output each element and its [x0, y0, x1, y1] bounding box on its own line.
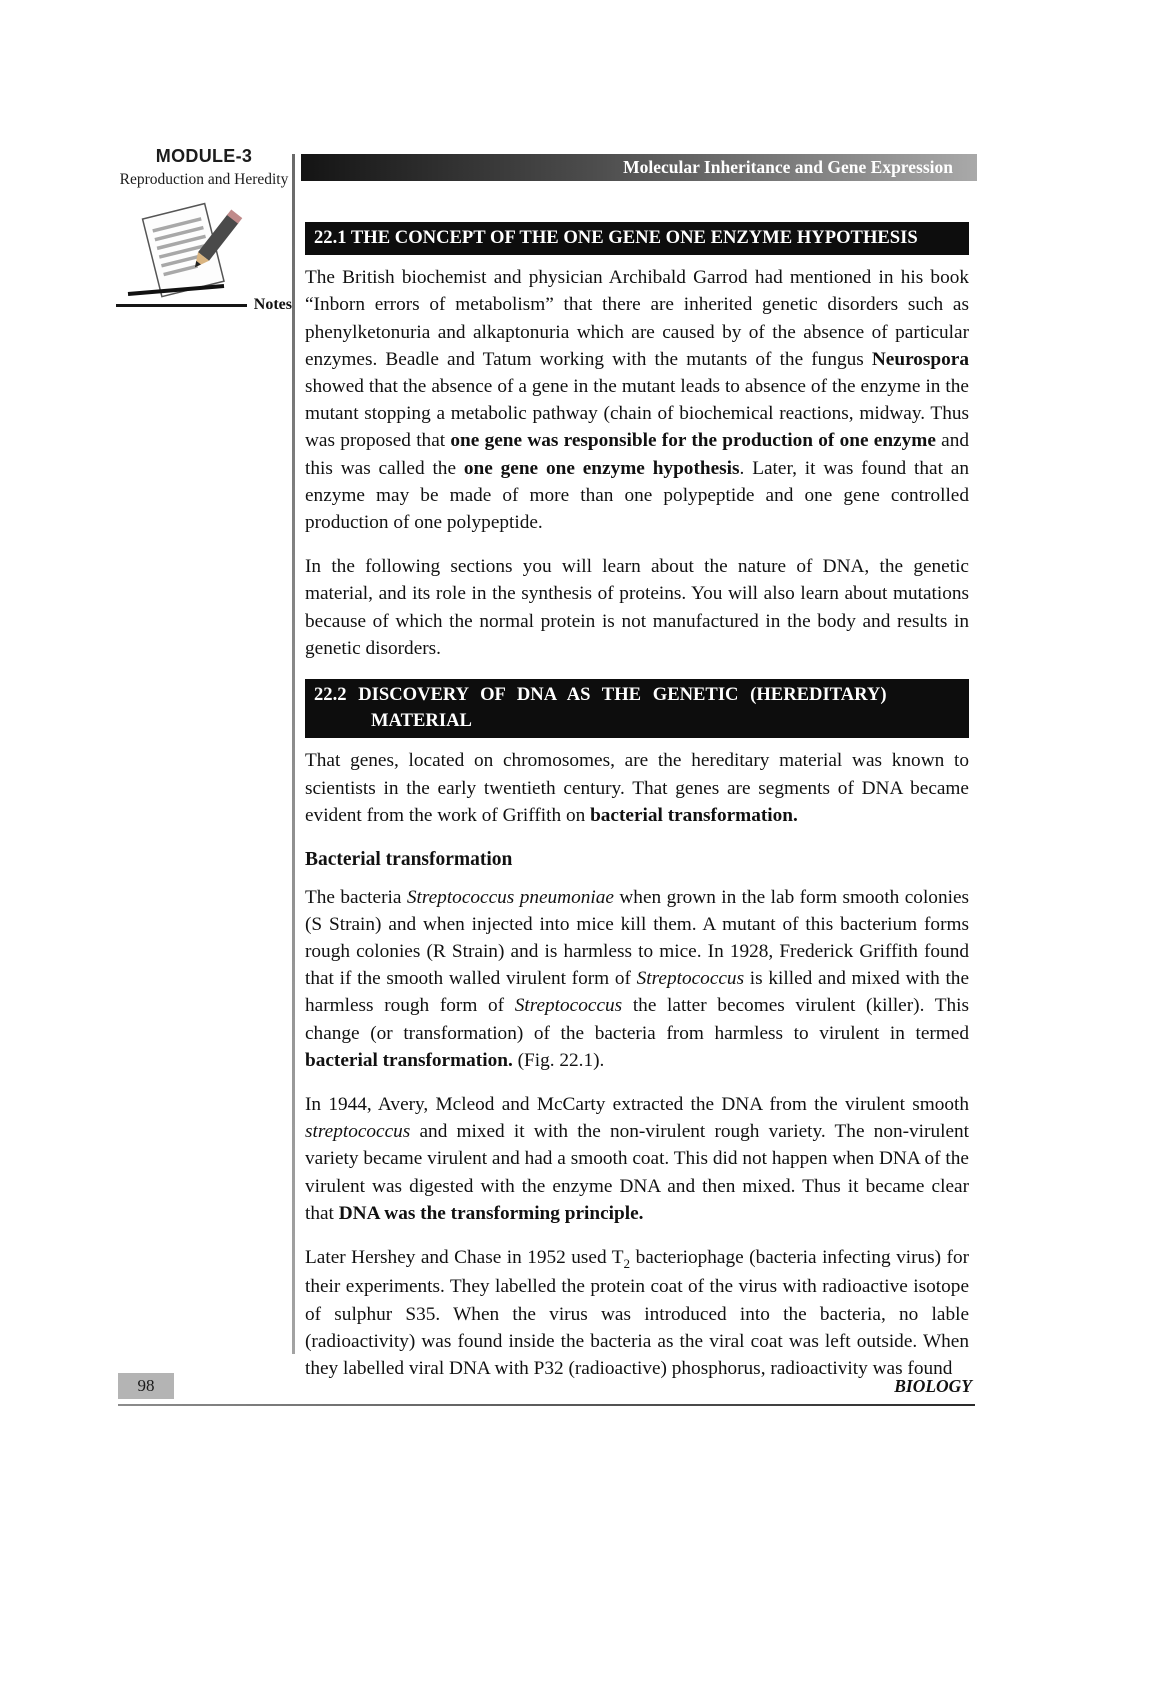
- subheading-bacterial-transformation: Bacterial transformation: [305, 849, 513, 871]
- page-number: 98: [118, 1373, 174, 1399]
- paragraph-hershey-chase: Later Hershey and Chase in 1952 used $T_2$ bacteriophage (bacteria infecting virus) for their experiments. They labelled the protein coat of the virus with radioactive isotope of sulphur S35. When the virus was introduced into the bacteria, no lable (radioactivity) was found inside the bacteria as the viral coat was left outside. When they labelled viral DNA with P32 (radioactive) phosphorus, radioactivity was found: [305, 1246, 970, 1379]
- banner-title: Molecular Inheritance and Gene Expression: [623, 157, 953, 177]
- paragraph-overview: In the following sections you will learn about the nature of DNA, the genetic material, and its role in the synthesis of proteins. You will also learn about mutations because of which the normal protein is not manufactured in the body and results in genetic disorders.: [305, 556, 969, 659]
- section-heading-22-2-line1: 22.2 DISCOVERY OF DNA AS THE GENETIC (HEREDITARY): [314, 684, 887, 706]
- notes-label: Notes: [253, 296, 292, 314]
- section-heading-22-1: 22.1 THE CONCEPT OF THE ONE GENE ONE ENZYME HYPOTHESIS: [305, 222, 969, 255]
- paragraph-avery-mcleod-mccarty: In 1944, Avery, Mcleod and McCarty extracted the DNA from the virulent smooth streptococcus and mixed it with the non-virulent rough variety. The non-virulent variety became virulent and had a smooth coat. This did not happen when DNA of the virulent was digested with the enzyme DNA and then mixed. Thus it became clear that DNA was the transforming principle.: [305, 1093, 969, 1224]
- main-content: [305, 222, 969, 1399]
- section-heading-22-2-line2: MATERIAL: [371, 710, 472, 732]
- sidebar: [116, 146, 292, 314]
- section-heading-22-2: [305, 679, 969, 738]
- paragraph-garrod-beadle-tatum: The British biochemist and physician Archibald Garrod had mentioned in his book “Inborn errors of metabolism” that there are inherited genetic disorders such as phenylketonuria and alkaptonuria which are caused by of the absence of particular enzymes. Beadle and Tatum working with the mutants of the fungus Neurospora showed that the absence of a gene in the mutant leads to absence of the enzyme in the mutant stopping a metabolic pathway (chain of biochemical reactions, midway. Thus was proposed that one gene was responsible for the production of one enzyme and this was called the one gene one enzyme hypothesis. Later, it was found that an enzyme may be made of more than one polypeptide and one gene controlled production of one polypeptide.: [305, 267, 969, 534]
- footer-rule: [118, 1404, 975, 1406]
- chapter-banner: [301, 154, 977, 181]
- paragraph-genes-chromosomes: That genes, located on chromosomes, are the hereditary material was known to scientists in the early twentieth century. That genes are segments of DNA became evident from the work of Griffith on bacterial transformation.: [305, 750, 969, 826]
- module-subtitle: Reproduction and Heredity: [119, 171, 289, 188]
- vertical-divider: [292, 154, 295, 1354]
- notes-pencil-icon: [116, 198, 292, 306]
- paragraph-griffith-experiment: The bacteria Streptococcus pneumoniae when grown in the lab form smooth colonies (S Strain) and when injected into mice kill them. A mutant of this bacterium forms rough colonies (R Strain) and is harmless to mice. In 1928, Frederick Griffith found that if the smooth walled virulent form of Streptococcus is killed and mixed with the harmless rough form of Streptococcus the latter becomes virulent (killer). This change (or transformation) of the bacteria from harmless to virulent in termed bacterial transformation. (Fig. 22.1).: [305, 886, 970, 1071]
- notes-underline: [116, 304, 247, 307]
- book-title: BIOLOGY: [894, 1376, 972, 1396]
- module-label: MODULE-3: [155, 146, 253, 166]
